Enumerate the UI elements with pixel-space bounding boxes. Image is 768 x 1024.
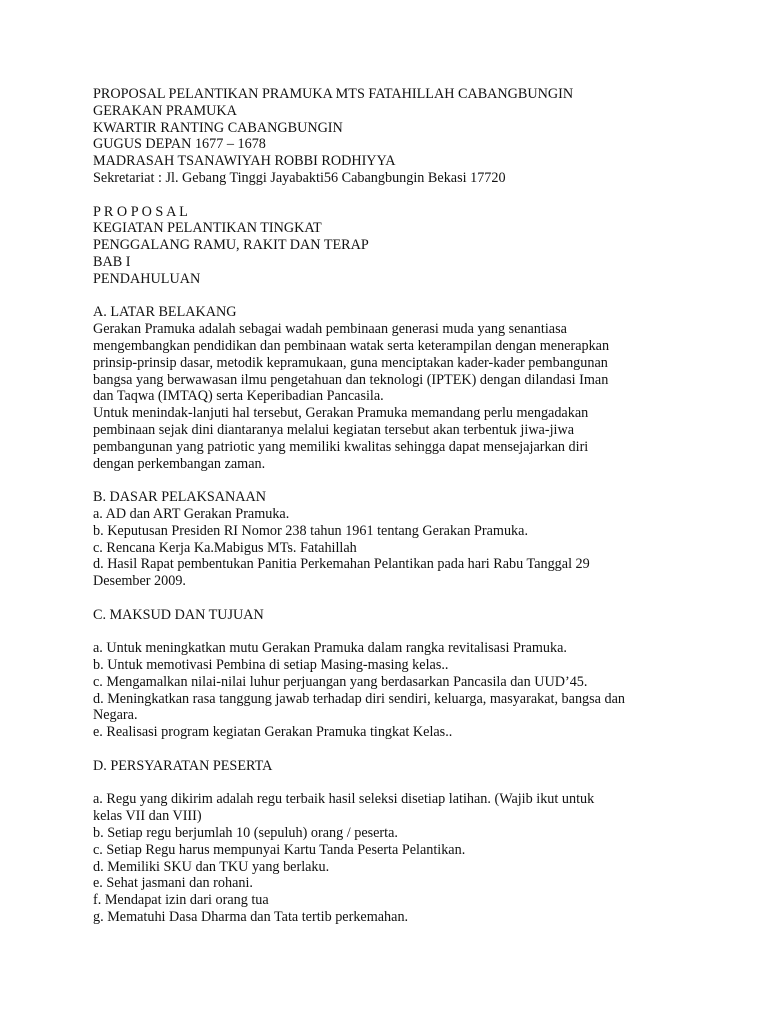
list-item: e. Sehat jasmani dan rohani.	[93, 875, 253, 892]
list-item: b. Untuk memotivasi Pembina di setiap Masing-masing kelas..	[93, 657, 449, 674]
list-item: c. Rencana Kerja Ka.Mabigus MTs. Fatahillah	[93, 539, 357, 556]
proposal-label: P R O P O S A L	[93, 203, 188, 220]
section-title: C. MAKSUD DAN TUJUAN	[93, 606, 264, 623]
list-item: a. Untuk meningkatkan mutu Gerakan Pramuka dalam rangka revitalisasi Pramuka.	[93, 640, 567, 657]
list-item: g. Mematuhi Dasa Dharma dan Tata tertib perkemahan.	[93, 909, 409, 926]
paragraph-line: Gerakan Pramuka adalah sebagai wadah pembinaan generasi muda yang senantiasa	[93, 321, 567, 338]
header-line-address: Sekretariat : Jl. Gebang Tinggi Jayabakti56 Cabangbungin Bekasi 17720	[93, 169, 506, 186]
header-line-organization: GERAKAN PRAMUKA	[93, 102, 237, 119]
header-line-title: PROPOSAL PELANTIKAN PRAMUKA MTS FATAHILLAH CABANGBUNGIN	[93, 86, 574, 102]
chapter-title: PENDAHULUAN	[93, 270, 201, 287]
paragraph-line: bangsa yang berwawasan ilmu pengetahuan dan teknologi (IPTEK) dengan dilandasi Iman	[93, 371, 609, 388]
paragraph-line: dan Taqwa (IMTAQ) serta Keperibadian Pancasila.	[93, 388, 384, 405]
paragraph-line: dengan perkembangan zaman.	[93, 455, 266, 472]
list-item: b. Keputusan Presiden RI Nomor 238 tahun 1961 tentang Gerakan Pramuka.	[93, 522, 528, 539]
paragraph-line: pembinaan sejak dini diantaranya melalui kegiatan tersebut akan terbentuk jiwa-jiwa	[93, 421, 575, 438]
list-item: c. Setiap Regu harus mempunyai Kartu Tanda Peserta Pelantikan.	[93, 841, 466, 858]
paragraph-line: prinsip-prinsip dasar, metodik kepramukaan, guna menciptakan kader-kader pembangunan	[93, 354, 608, 371]
section-latar-belakang	[93, 304, 693, 472]
paragraph-line: mengembangkan pendidikan dan pembinaan watak serta keterampilan dengan menerapkan	[93, 337, 610, 354]
section-maksud-tujuan	[93, 607, 693, 741]
list-item: d. Memiliki SKU dan TKU yang berlaku.	[93, 858, 330, 875]
list-item: Negara.	[93, 707, 138, 724]
paragraph-line: Untuk menindak-lanjuti hal tersebut, Gerakan Pramuka memandang perlu mengadakan	[93, 405, 589, 422]
header-line-school: MADRASAH TSANAWIYAH ROBBI RODHIYYA	[93, 153, 396, 170]
document-header	[93, 86, 693, 187]
proposal-subtitle-1: KEGIATAN PELANTIKAN TINGKAT	[93, 220, 322, 237]
proposal-heading	[93, 204, 693, 288]
list-item: a. Regu yang dikirim adalah regu terbaik hasil seleksi disetiap latihan. (Wajib ikut untuk	[93, 791, 595, 808]
section-title: A. LATAR BELAKANG	[93, 304, 237, 321]
list-item: Desember 2009.	[93, 573, 186, 590]
proposal-subtitle-2: PENGGALANG RAMU, RAKIT DAN TERAP	[93, 237, 369, 254]
list-item: e. Realisasi program kegiatan Gerakan Pramuka tingkat Kelas..	[93, 724, 453, 741]
list-item: a. AD dan ART Gerakan Pramuka.	[93, 505, 290, 522]
list-item: d. Hasil Rapat pembentukan Panitia Perkemahan Pelantikan pada hari Rabu Tanggal 29	[93, 556, 590, 573]
paragraph-line: pembangunan yang patriotic yang memiliki kwalitas sehingga dapat mensejajarkan diri	[93, 438, 589, 455]
header-line-kwartir: KWARTIR RANTING CABANGBUNGIN	[93, 119, 343, 136]
list-item: b. Setiap regu berjumlah 10 (sepuluh) orang / peserta.	[93, 825, 398, 842]
list-item: f. Mendapat izin dari orang tua	[93, 892, 269, 909]
section-persyaratan-peserta	[93, 758, 693, 926]
section-title: B. DASAR PELAKSANAAN	[93, 489, 267, 506]
list-item: c. Mengamalkan nilai-nilai luhur perjuangan yang berdasarkan Pancasila dan UUD’45.	[93, 673, 588, 690]
list-item: d. Meningkatkan rasa tanggung jawab terhadap diri sendiri, keluarga, masyarakat, bangsa dan	[93, 690, 625, 707]
chapter-number: BAB I	[93, 253, 131, 270]
section-title: D. PERSYARATAN PESERTA	[93, 757, 273, 774]
document-page	[93, 86, 693, 926]
list-item: kelas VII dan VIII)	[93, 808, 202, 825]
section-dasar-pelaksanaan	[93, 489, 693, 590]
header-line-gugus: GUGUS DEPAN 1677 – 1678	[93, 136, 266, 153]
